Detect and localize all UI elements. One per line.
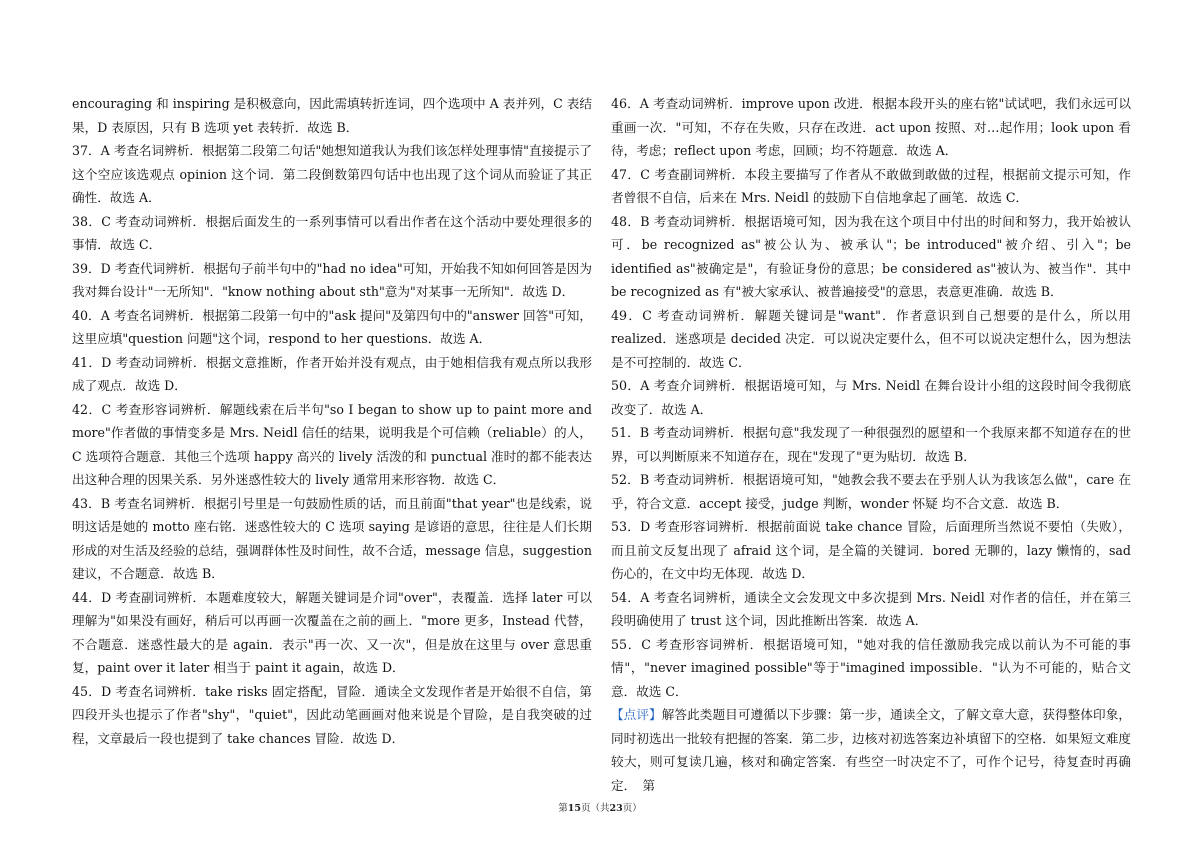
paragraph: 55．C 考查形容词辨析．根据语境可知，"她对我的信任激励我完成以前认为不可能的事情"，"never imagined possible"等于"imagined impossible．"认为不可能的，贴合文意．故选 C． <box>611 636 1131 699</box>
paragraph: encouraging 和 inspiring 是积极意向，因此需填转折连词，四个选项中 A 表并列，C 表结果，D 表原因，只有 B 选项 yet 表转折．故选 B． <box>72 96 592 135</box>
paragraph: 42．C 考查形容词辨析．解题线索在后半句"so I began to show up to paint more and more"作者做的事情变多是 Mrs. Neidl 信任的结果，说明我是个可信赖（reliable）的人，C 选项符合题意．其他三个选项 happy 高兴的 lively 活泼的和 punctual 准时的都不能表达出这种合理的因果关系．另外迷惑性较大的 lively 通常用来形容物．故选 C． <box>72 401 592 487</box>
paragraph: 37．A 考查名词辨析．根据第二段第二句话"她想知道我认为我们该怎样处理事情"直接提示了这个空应该选观点 opinion 这个词．第二段倒数第四句话中也出现了这个词从而验证了其正确性．故选 A． <box>72 143 592 205</box>
paragraph: 52．B 考查动词辨析．根据语境可知，"她教会我不要去在乎别人认为我该怎么做"，care 在乎，符合文意．accept 接受，judge 判断，wonder 怀疑 均不合文意．故选 B． <box>611 472 1131 511</box>
right-column <box>611 92 1131 797</box>
paragraph: 51．B 考查动词辨析．根据句意"我发现了一种很强烈的愿望和一个我原来都不知道存在的世界，可以判断原来不知道存在，现在"发现了"更为贴切．故选 B． <box>611 425 1131 464</box>
paragraph: 39．D 考查代词辨析．根据句子前半句中的"had no idea"可知，开始我不知如何回答是因为我对舞台设计"一无所知"．"know nothing about sth"意为"对某事一无所知"．故选 D． <box>72 260 592 299</box>
paragraph: 48．B 考查动词辨析．根据语境可知，因为我在这个项目中付出的时间和努力，我开始被认可．be recognized as"被公认为、被承认"；be introduced"被介绍、引入"；be identified as"被确定是"，有验证身份的意思；be considered as"被认为、被当作"．其中 be recognized as 有"被大家承认、被普遍接受"的意思，表意更准确．故选 B． <box>611 213 1131 299</box>
paragraph: 53．D 考查形容词辨析．根据前面说 take chance 冒险，后面理所当然说不要怕（失败），而且前文反复出现了 afraid 这个词，是全篇的关键词．bored 无聊的，lazy 懒惰的，sad 伤心的，在文中均无体现．故选 D． <box>611 519 1131 581</box>
paragraph: 44．D 考查副词辨析．本题难度较大，解题关键词是介词"over"，表覆盖．选择 later 可以理解为"如果没有画好，稍后可以再画一次覆盖在之前的画上．"more 更多，Instead 代替，不合题意．迷惑性最大的是 again．表示"再一次、又一次"，但是放在这里与 over 意思重复，paint over it later 相当于 paint it again，故选 D． <box>72 589 592 675</box>
paragraph: 50．A 考查介词辨析．根据语境可知，与 Mrs. Neidl 在舞台设计小组的这段时间令我彻底改变了．故选 A． <box>611 378 1131 417</box>
footer-middle: 页（共 <box>580 803 610 814</box>
footer-prefix: 第 <box>558 803 568 814</box>
page-number: 15 <box>567 803 581 814</box>
paragraph: 45．D 考查名词辨析．take risks 固定搭配，冒险．通读全文发现作者是开始很不自信，第四段开头也提示了作者"shy"，"quiet"，因此动笔画画对他来说是个冒险，是自我突破的过程，文章最后一段也提到了 take chances 冒险．故选 D． <box>72 683 592 746</box>
paragraph: 38．C 考查动词辨析．根据后面发生的一系列事情可以看出作者在这个活动中要处理很多的事情．故选 C． <box>72 213 592 252</box>
page-footer <box>0 800 1200 814</box>
paragraph: 46．A 考查动词辨析．improve upon 改进．根据本段开头的座右铭"试试吧，我们永远可以重画一次．"可知，不存在失败，只存在改进．act upon 按照、对…起作用；look upon 看待，考虑；reflect upon 考虑，回顾；均不符题意．故选 A． <box>611 96 1131 158</box>
comment-text: 解答此类题目可遵循以下步骤：第一步，通读全文，了解文章大意，获得整体印象，同时初选出一批较有把握的答案．第二步，边核对初选答案边补填留下的空格．如果短文难度较大，则可复读几遍，核对和确定答案．有些空一时决定不了，可作个记号，待复查时再确定． 第 <box>611 707 1132 793</box>
paragraph: 43．B 考查名词辨析．根据引号里是一句鼓励性质的话，而且前面"that year"也是线索，说明这话是她的 motto 座右铭．迷惑性较大的 C 选项 saying 是谚语的意思，往往是人们长期形成的对生活及经验的总结，强调群体性及时间性，故不合适，message 信息，suggestion 建议，不合题意．故选 B． <box>72 495 592 581</box>
left-column <box>72 92 592 750</box>
paragraph: 47．C 考查副词辨析．本段主要描写了作者从不敢做到敢做的过程，根据前文提示可知，作者曾很不自信，后来在 Mrs. Neidl 的鼓励下自信地拿起了画笔．故选 C． <box>611 166 1131 205</box>
footer-suffix: 页） <box>622 803 642 814</box>
total-pages: 23 <box>609 803 623 814</box>
paragraph: 41．D 考查动词辨析．根据文意推断，作者开始并没有观点，由于她相信我有观点所以我形成了观点．故选 D． <box>72 354 592 393</box>
paragraph: 54．A 考查名词辨析，通读全文会发现文中多次提到 Mrs. Neidl 对作者的信任，并在第三段明确使用了 trust 这个词，因此推断出答案．故选 A． <box>611 589 1131 628</box>
comment-tag: 【点评】 <box>611 707 662 722</box>
paragraph: 40．A 考查名词辨析．根据第二段第一句中的"ask 提问"及第四句中的"answer 回答"可知，这里应填"question 问题"这个词，respond to her questions．故选 A． <box>72 307 592 346</box>
paragraph: 49．C 考查动词辨析．解题关键词是"want"．作者意识到自己想要的是什么，所以用 realized．迷惑项是 decided 决定．可以说决定要什么，但不可以说决定想什么，因为想法是不可控制的．故选 C． <box>611 307 1131 370</box>
comment-paragraph <box>611 703 1131 797</box>
